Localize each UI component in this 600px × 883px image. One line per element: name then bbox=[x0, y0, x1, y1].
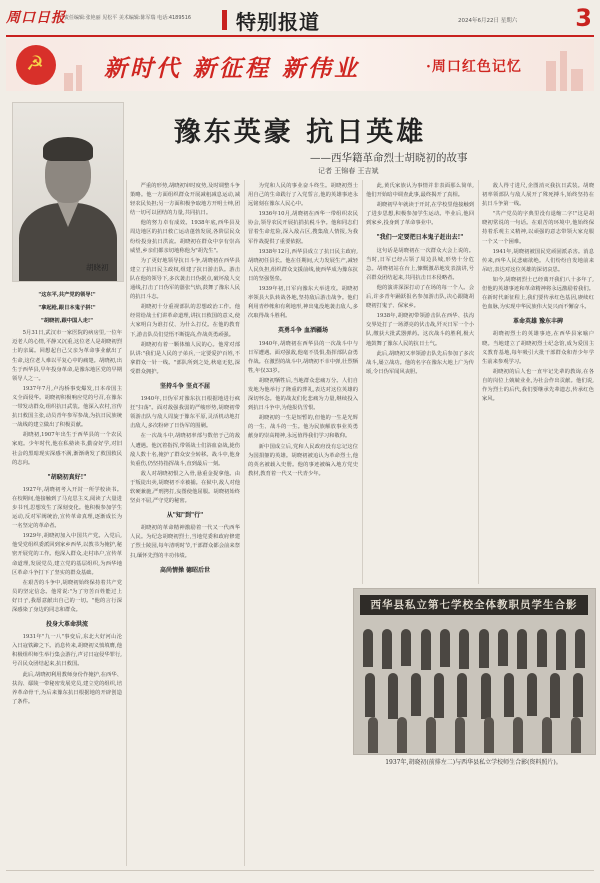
skyline-decoration bbox=[546, 61, 556, 91]
body-paragraph: 胡晓初早年就读于开封,在学校里他接触到了进步思想,积极参加学生运动。毕业后,他回到家乡,投身到了革命事业中。 bbox=[366, 202, 474, 227]
section-subheading: 坚持斗争 坚贞不屈 bbox=[159, 382, 211, 390]
subheadline: ——西华籍革命烈士胡晓初的故事 bbox=[310, 152, 468, 164]
photo-caption: 1937年,胡晓初(前排左二)与西华县私立学校师生合影(资料照片)。 bbox=[385, 759, 562, 766]
body-paragraph: 新中国成立后,党和人民政府没有忘记这位为国捐躯的英雄。胡晓初被追认为革命烈士,他的英名被载入史册。他的事迹被编入地方党史教材,教育着一代又一代青少年。 bbox=[248, 443, 358, 477]
body-paragraph: 胡晓初的后人也一直牢记先辈的教诲,在各自的岗位上兢兢业业,为社会作出贡献。他们说,作为烈士的后代,我们要继承先辈遗志,传承红色家风。 bbox=[482, 368, 594, 403]
section-subheading: 投身大革命洪流 bbox=[45, 621, 88, 629]
body-paragraph: 此,黄氏家族认为事情并非表面那么简单,他们开始暗中调查此事,最终揭开了真相。 bbox=[366, 183, 474, 199]
pull-quote: "拿起枪,跟日本鬼子拼!" bbox=[38, 305, 96, 312]
section-subheading: 英勇斗争 血洒疆场 bbox=[277, 327, 329, 335]
article-column-5 bbox=[482, 182, 594, 582]
body-paragraph: 为了更好地领导抗日斗争,胡晓初在西华县建立了抗日民主政权,组建了抗日游击队。游击队在他的领导下,多次袭击日伪据点,破坏敌人交通线,打击了日伪军的嚣张气焰,鼓舞了豫东人民的抗日斗志。 bbox=[130, 257, 240, 301]
body-paragraph: 此后,胡晓初利用教师身份作掩护,在西华、扶沟、鄢陵一带秘密发展党员,建立党的组织,培养革命骨干,为后来豫东抗日根据地的开辟创造了条件。 bbox=[12, 671, 122, 705]
body-paragraph: 1941年,胡晓初被国民党顽固派杀害。消息传来,西华人民悲痛欲绝。人们纷纷自发地前来吊唁,表达对这位英雄的深切哀思。 bbox=[482, 248, 594, 273]
body-paragraph: 严重的形势,胡晓初审时度势,及时调整斗争策略。他一方面组织群众开展减租减息运动,减轻农民负担;另一方面积极争取地方开明士绅,团结一切可以团结的力量,共同抗日。 bbox=[130, 183, 240, 217]
feature-banner bbox=[6, 39, 594, 91]
section-subheading: 高尚情操 德昭后世 bbox=[159, 566, 211, 574]
body-paragraph: 1937年7月,卢沟桥事变爆发,日本帝国主义全面侵华。胡晓初积极响应党的号召,在豫东一带发动群众,组织抗日武装。他深入农村,宣传抗日救国主张,动员青年参军参战,为抗日民族统一战线的建立做出了积极贡献。 bbox=[12, 385, 122, 429]
body-paragraph: 1940年,胡晓初在西华县的一次战斗中与日军遭遇。面对强敌,他毫不畏惧,指挥部队奋勇作战。在激烈的战斗中,胡晓初不幸中弹,壮烈牺牲,年仅33岁。 bbox=[248, 340, 358, 374]
column-divider bbox=[126, 180, 127, 866]
section-subheading: 革命英雄 豫东丰碑 bbox=[512, 318, 564, 326]
body-paragraph: 为党和人民的事业奋斗终生。胡晓初烈士用自己的生命践行了入党誓言,他的英雄事迹永远铭刻在豫东人民心中。 bbox=[248, 183, 358, 208]
headline: 豫东英豪 抗日英雄 bbox=[173, 117, 427, 148]
group-photo bbox=[353, 588, 596, 755]
page-number: 3 bbox=[575, 4, 592, 32]
body-paragraph: 胡晓初的一生是短暂的,但他的一生是光辉的一生、战斗的一生。他为民族解放事业英勇献身的崇高精神,永远值得我们学习和敬仰。 bbox=[248, 415, 358, 440]
body-paragraph: "共产党员的字典里没有退缩二字!"这是胡晓初常说的一句话。在艰苦的环境中,他始终保持着乐观主义精神,以顽强的意志带领大家克服一个又一个困难。 bbox=[482, 211, 594, 245]
section-subheading: "我们一定要把日本鬼子赶出去!" bbox=[376, 234, 464, 242]
body-paragraph: 1936年10月,胡晓初在西华一带组织农民协会,领导农民开展抗捐抗税斗争。他和同志们冒着生命危险,深入敌占区,搜集敌人情报,为我军作战提供了重要依据。 bbox=[248, 211, 358, 245]
column-divider bbox=[244, 180, 245, 866]
editor-info: 责任编辑:张艳丽 见松平 美术编辑:陈军瑞 电话:4189516 bbox=[64, 15, 192, 21]
paper-logo: 周口日报 bbox=[6, 10, 66, 26]
photo-sign: 西华县私立第七学校全体教职员学生合影 bbox=[360, 595, 588, 615]
body-paragraph: 1939年初,日军向豫东大举进攻。胡晓初率领县大队转战各地,坚持敌后游击战争。他们利用青纱帐和有利地形,神出鬼没地袭击敌人,多次取得战斗胜利。 bbox=[248, 286, 358, 320]
body-paragraph: 1940年,日伪军对豫东抗日根据地进行疯狂"扫荡"。面对敌强我弱的严峻形势,胡晓初带领游击队与敌人周旋于豫东平原,灵活机动地打击敌人,多次粉碎了日伪军的围剿。 bbox=[130, 396, 240, 430]
body-paragraph: 胡晓初牺牲后,当地群众悲痛万分。人们自发地为他举行了隆重的葬礼,表达对这位英雄的深切怀念。他的战友们化悲痛为力量,继续投入到抗日斗争中,为他报仇雪恨。 bbox=[248, 377, 358, 412]
banner-slogan: 新时代 新征程 新伟业 bbox=[104, 55, 361, 82]
body-paragraph: 他的演讲深深打动了在场的每一个人。会后,许多青年踊跃报名参加游击队,决心跟随胡晓初打鬼子、保家乡。 bbox=[366, 284, 474, 310]
body-paragraph: 1927年,胡晓初考入开封一所学校读书。在校期间,他接触到了马克思主义,阅读了大量进步书刊,思想发生了深刻变化。他积极参加学生运动,反对军阀统治,宣传革命真理,逐渐成长为一名坚定的革命者。 bbox=[12, 486, 122, 530]
article-column-4 bbox=[366, 182, 474, 582]
body-paragraph: 1938年,胡晓初带领游击队在西华、扶沟交界处打了一场漂亮的伏击战,歼灭日军一个小队,缴获大批武器弹药。这次战斗的胜利,极大地鼓舞了豫东人民的抗日士气。 bbox=[366, 313, 474, 347]
section-title: 特别报道 bbox=[236, 10, 320, 34]
body-paragraph: 胡晓初烈士的英雄事迹,在西华县家喻户晓。当地建立了胡晓初烈士纪念馆,成为爱国主义教育基地,每年吸引大批干部群众和青少年学生前来参观学习。 bbox=[482, 331, 594, 365]
masthead-rule bbox=[6, 35, 594, 37]
body-paragraph: 敌人对胡晓初恨之入骨,悬重金捉拿他。由于叛徒出卖,胡晓初不幸被捕。在狱中,敌人对他软硬兼施,严刑拷打,妄图使他屈服。胡晓初始终坚贞不屈,严守党的秘密。 bbox=[130, 470, 240, 505]
body-paragraph: 敌人得寸进尺,企图消灭我抗日武装。胡晓初率领部队与敌人展开了殊死搏斗,始终坚持在抗日斗争第一线。 bbox=[482, 183, 594, 208]
skyline-decoration bbox=[571, 69, 583, 91]
section-subheading: "胡晓初真好!" bbox=[47, 473, 87, 481]
banner-series-title: ·周口红色记忆 bbox=[426, 59, 522, 75]
body-paragraph: 胡晓初,1907年出生于西华县的一个农民家庭。少年时代,他在私塾读书,勤奋好学,对旧社会的黑暗现实深感不满,渐渐萌发了救国救民的志向。 bbox=[12, 432, 122, 466]
body-paragraph: 此后,胡晓初又率领游击队先后参加了多次战斗,屡立战功。他的名字在豫东大地上广为传颂,令日伪军闻风丧胆。 bbox=[366, 350, 474, 375]
body-paragraph: 5月31日,武汉市一家医院的病房里,一位年迈老人的心情,平静又沉重,这位老人是胡晓初烈士的亲属。回想起自己父亲为革命事业献出了生命,这位老人难以平复心中的痛楚。胡晓初,出生于西华县,早年投身革命,是豫东地区党的早期领导人之一。 bbox=[12, 330, 122, 382]
page-footer-rule bbox=[6, 870, 594, 879]
column-divider bbox=[362, 180, 363, 584]
portrait-caption: 胡晓初 bbox=[86, 263, 109, 272]
body-paragraph: 1931年"九一八"事变后,东北大好河山沦入日寇铁蹄之下。消息传来,胡晓初义愤填膺,他积极组织师生举行集会游行,声讨日寇侵华罪行,号召民众团结起来,抗日救国。 bbox=[12, 634, 122, 668]
pull-quote: "胡晓初,跟中国人走!" bbox=[40, 318, 94, 325]
body-paragraph: 1938年12月,西华县成立了抗日民主政府,胡晓初任县长。他在任期间,大力发展生产,减轻人民负担,组织群众支援前线,使西华成为豫东抗日的坚强堡垒。 bbox=[248, 248, 358, 282]
section-subheading: 从"知"到"行" bbox=[166, 512, 204, 520]
body-paragraph: 胡晓初有着一颗体恤人民的心。他常对部队讲:"我们是人民的子弟兵,一定要爱护百姓,不拿群众一针一线。"部队所到之处,秋毫无犯,深受群众拥护。 bbox=[130, 341, 240, 375]
body-paragraph: 在艰苦的斗争中,胡晓初始终保持着共产党员的坚定信念。他常说:"为了穷苦百姓能过上好日子,我愿意献出自己的一切。"他的言行深深感染了身边的同志和群众。 bbox=[12, 579, 122, 613]
body-paragraph: 胡晓初十分重视部队的思想政治工作。他经常给战士们讲革命道理,讲抗日救国的意义,使大家明白为谁打仗、为什么打仗。在他的教育下,游击队员们觉悟不断提高,作战英勇顽强。 bbox=[130, 304, 240, 338]
column-divider bbox=[478, 180, 479, 584]
issue-date: 2024年6月22日 星期六 bbox=[458, 18, 518, 24]
article-column-1 bbox=[12, 287, 122, 865]
body-paragraph: 1929年,胡晓初加入中国共产党。入党后,他受党组织委派回到家乡西华,以教书为掩护,秘密开展党的工作。他深入群众,走村串户,宣传革命道理,发展党员,建立党的基层组织,为西华地区革命斗争打下了坚实的群众基础。 bbox=[12, 533, 122, 576]
section-marker bbox=[222, 10, 227, 30]
article-column-3 bbox=[248, 182, 358, 865]
skyline-decoration bbox=[64, 73, 73, 91]
body-paragraph: 他的努力卓有成效。1938年底,西华县及周边地区的抗日救亡运动蓬勃发展,各阶层民众纷纷投身抗日洪流。胡晓初在群众中享有崇高威望,乡亲们都亲切地称他为"胡先生"。 bbox=[130, 220, 240, 254]
article-column-2 bbox=[130, 182, 240, 865]
hammer-sickle-icon: ☭ bbox=[26, 51, 44, 75]
byline: 记者 王锦春 王吉斌 bbox=[318, 167, 379, 175]
body-paragraph: 胡晓初的革命精神激励着一代又一代西华人民。为纪念胡晓初烈士,当地党委和政府修建了烈士陵园,每年清明时节,干部群众都会前来祭扫,缅怀先烈的丰功伟绩。 bbox=[130, 525, 240, 559]
masthead bbox=[6, 4, 594, 34]
body-paragraph: 这句话是胡晓初在一次群众大会上说的。当时,日军已经占领了周边县城,形势十分危急。胡晓初站在台上,慷慨激昂地发表演讲,号召群众团结起来,共同抗击日本侵略者。 bbox=[366, 247, 474, 281]
body-paragraph: 在一次战斗中,胡晓初率部与数倍于己的敌人遭遇。他沉着指挥,带领战士们浴血奋战,毙伤敌人数十名,掩护了群众安全转移。战斗中,他身负重伤,仍坚持指挥战斗,直到最后一刻。 bbox=[130, 433, 240, 467]
body-paragraph: 如今,胡晓初烈士已经离开我们八十多年了,但他的英雄事迹和革命精神将永远激励着我们。在新时代新征程上,我们要传承红色基因,赓续红色血脉,为实现中华民族伟大复兴而不懈奋斗。 bbox=[482, 276, 594, 311]
skyline-decoration bbox=[560, 51, 567, 91]
pull-quote: "这东平,共产党的领导!" bbox=[38, 292, 96, 298]
skyline-decoration bbox=[76, 65, 82, 91]
